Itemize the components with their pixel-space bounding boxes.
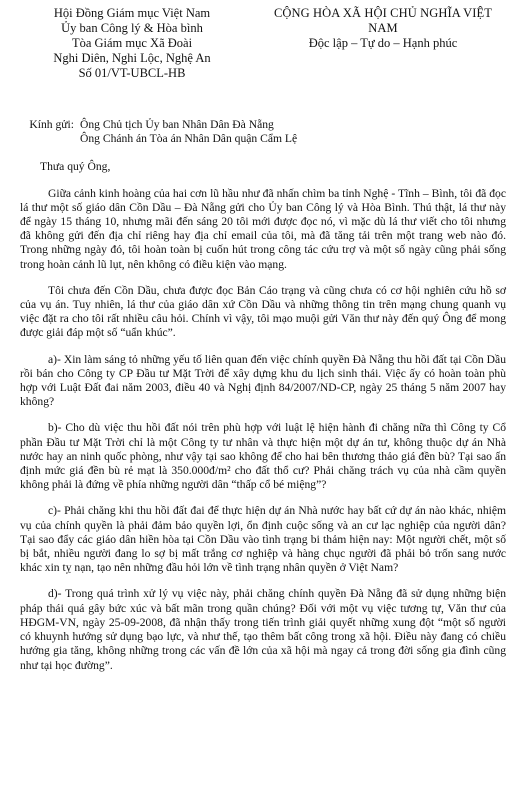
sender-diocese-line: Tòa Giám mục Xã Đoài <box>71 36 193 50</box>
paragraph-question-c: c)- Phải chăng khi thu hồi đất đai để thực hiện dự án Nhà nước hay bất cứ dự án nào khác, nhiệm vụ của chính quyền là phải đảm bảo quyền lợi, ổn định cuộc sống và an cư lạc nghiệp của người dân? Tại sao đẩy các giáo dân hiền hòa tại Cồn Dầu vào tình trạng bi thảm hiện nay: Một người chết, một số bị bắt, nhiều người đang lo sợ bị mất trắng cơ nghiệp và hàng chục người đã phải bỏ trốn sang nước khác xin tỵ nạn, tạo nên những đầu hỏi lớn về tình trạng nhân quyền ở Việt Nam? <box>20 504 506 575</box>
paragraph-question-d: d)- Trong quá trình xử lý vụ việc này, phải chăng chính quyền Đà Nẵng đã sử dụng những biện pháp thái quá gây bức xúc và bất mãn trong quần chúng? Đối với một vụ việc tương tự, Văn thư của HĐGM-VN, ngày 25-09-2008, đã nhận thấy trong tiến trình giải quyết những xung đột “một số người có khuynh hướng sử dụng bạo lực, và như thế, tạo thêm bất công trong xã hội. Điều này đang có chiều hướng gia tăng, không những trong các vấn đề lớn của xã hội mà ngay cả trong đời sống gia đình cũng như tại học đường”. <box>20 587 506 672</box>
recipients-label: Kính gửi: <box>29 118 74 131</box>
paragraph-context: Tôi chưa đến Cồn Dầu, chưa được đọc Bản Cáo trạng và cũng chưa có cơ hội nghiên cứu hồ sơ của vụ án. Tuy nhiên, lá thư của giáo dân xứ Cồn Dầu và những thông tin trên mạng chung quanh vụ việc đặt ra cho tôi rất nhiều câu hỏi. Chính vì vậy, tôi mạo muội gửi Văn thư này đến quý Ông để mong được giải đáp một số “uẩn khúc”. <box>20 283 506 340</box>
paragraph-question-b: b)- Cho dù việc thu hồi đất nói trên phù hợp với luật lệ hiện hành đi chăng nữa thì Công ty Cổ phần Đầu tư Mặt Trời chỉ là một Công ty tư nhân và thực hiện một dự án tư, không thuộc dự án Nhà nước hay an ninh quốc phòng, như vậy tại sao không để cho hai bên thương thảo giá đền bù? Tại sao ấn định mức giá đền bù rẻ mạt là 350.000đ/m² cho đất thổ cư? Phải chăng trách vụ của nhà cầm quyền không phải là đứng về phía những người dân “thấp cổ bé miệng”? <box>20 421 506 492</box>
recipient-1: Ông Chủ tịch Ủy ban Nhân Dân Đà Nẵng <box>80 118 274 131</box>
sender-address-line: Nghi Diên, Nghi Lộc, Nghệ An <box>53 51 211 65</box>
greeting: Thưa quý Ông, <box>40 160 111 174</box>
document-number: Số 01/VT-UBCL-HB <box>78 66 186 80</box>
paragraph-intro: Giữa cảnh kinh hoàng của hai cơn lũ hầu như đã nhấn chìm ba tỉnh Nghệ - Tĩnh – Bình, tôi đã đọc lá thư một số giáo dân Cồn Dầu – Đà Nẵng gửi cho Ủy ban Công lý và Hòa Bình. Thú thật, lá thư này để ngày 15 tháng 10, nhưng mãi đến sáng 20 tôi mới được đọc nó, vì mặc dù lá thư viết cho tôi nhưng đã không gửi đến địa chỉ riêng hay địa chỉ email của tôi, mà đã tăng tải trên một trang web nào đó. Trong những ngày đó, tôi hoàn toàn bị cuốn hút trong công tác cứu trợ và một số ngày cũng phải sống trong hoàn cảnh lũ lụt, nên không có điều kiện vào mạng. <box>20 186 506 271</box>
national-motto: Độc lập – Tự do – Hạnh phúc <box>308 36 458 50</box>
republic-title: CỘNG HÒA XÃ HỘI CHỦ NGHĨA VIỆT NAM <box>273 6 493 35</box>
paragraph-question-a: a)- Xin làm sáng tỏ những yếu tố liên quan đến việc chính quyền Đà Nẵng thu hồi đất tại Cồn Dầu rồi bán cho Công ty CP Đầu tư Mặt Trời để xây dựng khu du lịch sinh thái. Việc ấy có hoàn toàn phù hợp với Luật Đất đai năm 2003, điều 40 và Nghị định 84/2007/ND-CP, ngày 25 tháng 5 năm 2007 hay không? <box>20 352 506 409</box>
recipients-block <box>20 118 506 146</box>
letter-body <box>20 118 506 685</box>
sender-committee-line: Ủy ban Công lý & Hòa bình <box>61 21 203 35</box>
sender-header <box>12 6 252 81</box>
sender-org-line: Hội Đồng Giám mục Việt Nam <box>53 6 211 20</box>
recipient-2: Ông Chánh án Tòa án Nhân Dân quận Cẩm Lệ <box>80 132 298 146</box>
national-header <box>258 6 508 51</box>
